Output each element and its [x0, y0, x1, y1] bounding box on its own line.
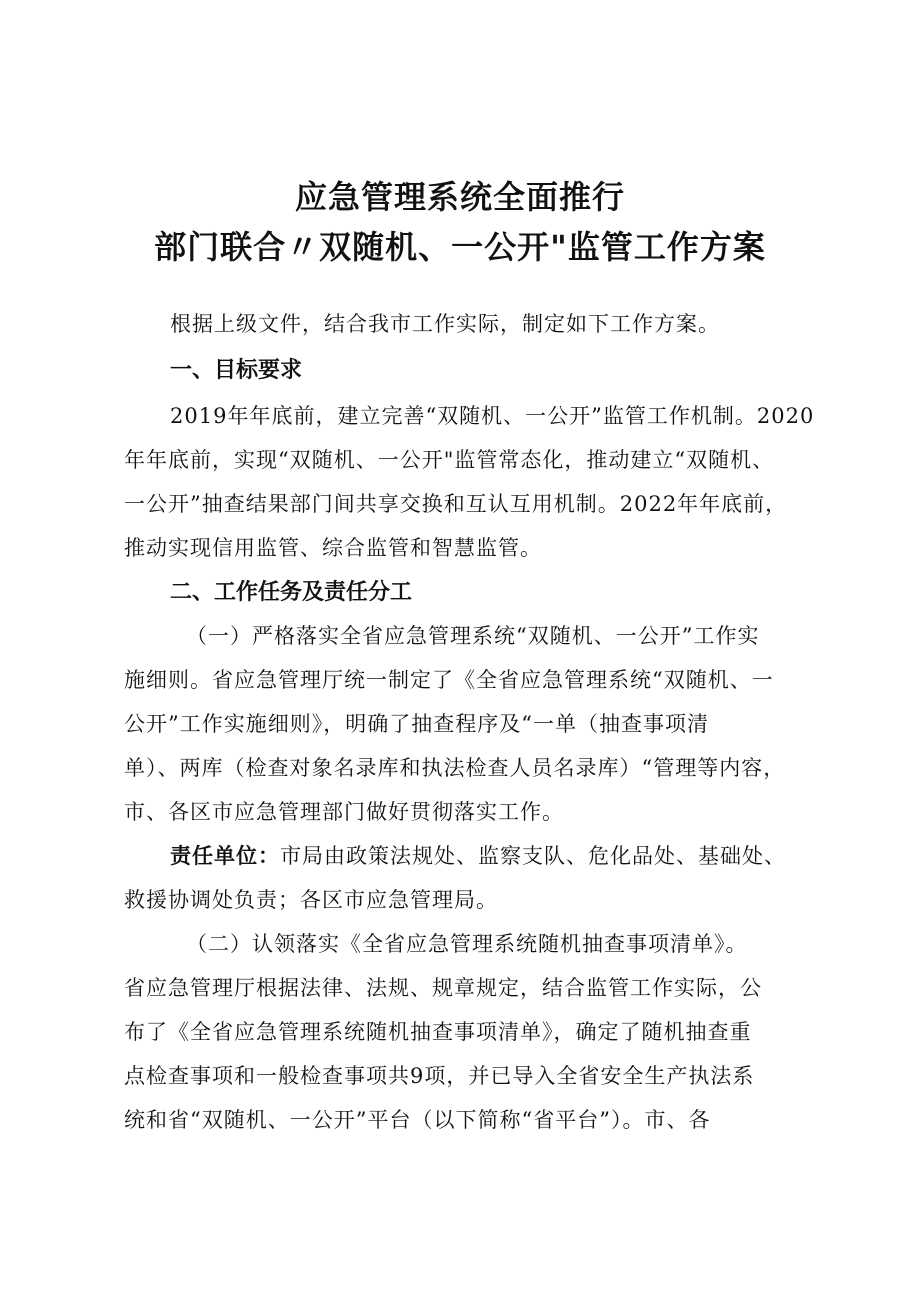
item-2-line: 省应急管理厅根据法律、法规、规章规定，结合监管工作实际，公	[124, 976, 762, 1000]
responsibility-line	[170, 846, 786, 867]
item-2-line: 布了《全省应急管理系统随机抽查事项清单》，确定了随机抽查重	[124, 1020, 752, 1044]
responsibility-label: 责任单位：	[170, 844, 280, 868]
item-1-line: 公开”工作实施细则》，明确了抽查程序及“一单（抽查事项清	[124, 712, 709, 736]
section-1-line: 推动实现信用监管、综合监管和智慧监管。	[124, 536, 542, 560]
section-1-heading: 一、目标要求	[170, 358, 303, 383]
responsibility-text: 市局由政策法规处、监察支队、危化品处、基础处、	[280, 844, 786, 868]
item-2-line: 点检查事项和一般检查事项共9项，并已导入全省安全生产执法系	[124, 1064, 755, 1088]
intro-paragraph: 根据上级文件，结合我市工作实际，制定如下工作方案。	[170, 312, 720, 336]
document-title-line-2: 部门联合〃双随机、一公开"监管工作方案	[154, 228, 766, 266]
item-1-line: 施细则。省应急管理厅统一制定了《全省应急管理系统“双随机、一	[124, 668, 774, 692]
section-1-line: 年年底前，实现“双随机、一公开"监管常态化，推动建立“双随机、	[124, 448, 775, 472]
section-1-line: 一公开”抽查结果部门间共享交换和互认互用机制。2022年年底前，	[124, 492, 788, 516]
responsibility-line-2: 救援协调处负责；各区市应急管理局。	[124, 888, 498, 912]
item-2-line: 统和省“双随机、一公开”平台（以下简称“省平台”）。市、各	[124, 1108, 711, 1132]
section-2-heading: 二、工作任务及责任分工	[170, 580, 413, 605]
item-1-line: （一）严格落实全省应急管理系统“双随机、一公开”工作实	[186, 624, 760, 648]
section-1-line: 2019年年底前，建立完善“双随机、一公开”监管工作机制。2020	[170, 404, 815, 428]
item-1-line: 单）、两库（检查对象名录库和执法检查人员名录库）“管理等内容，	[124, 756, 786, 780]
item-1-line: 市、各区市应急管理部门做好贯彻落实工作。	[124, 800, 564, 824]
item-2-line: （二）认领落实《全省应急管理系统随机抽查事项清单》。	[186, 932, 748, 956]
document-title-line-1: 应急管理系统全面推行	[294, 178, 625, 216]
